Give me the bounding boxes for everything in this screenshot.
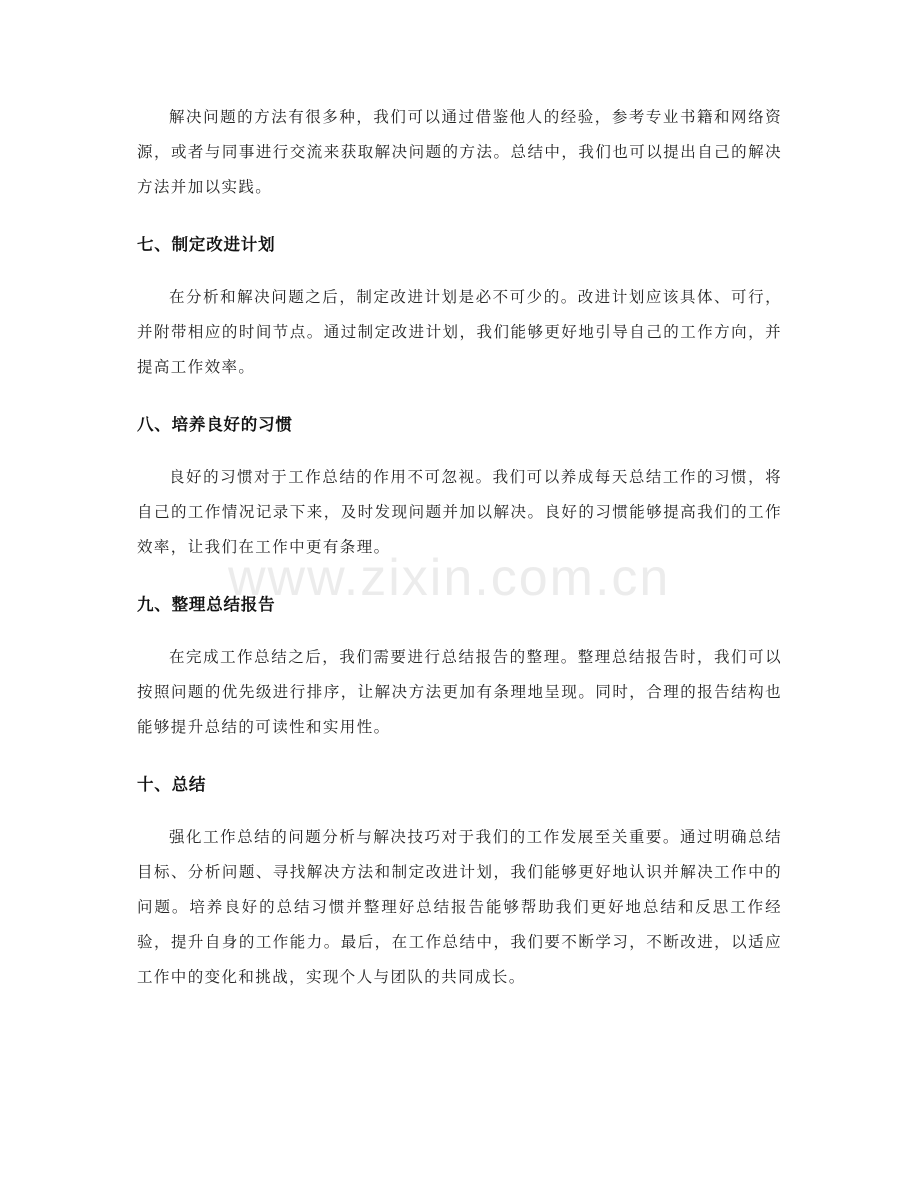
paragraph-summary-report: 在完成工作总结之后，我们需要进行总结报告的整理。整理总结报告时，我们可以按照问题的优先级进行排序，让解决方法更加有条理地呈现。同时，合理的报告结构也能够提升总结的可读性和实用性。 [137, 648, 782, 736]
paragraph-solutions: 解决问题的方法有很多种，我们可以通过借鉴他人的经验，参考专业书籍和网络资源，或者与同事进行交流来获取解决问题的方法。总结中，我们也可以提出自己的解决方法并加以实践。 [137, 108, 782, 196]
document-body [137, 100, 782, 995]
paragraph-conclusion: 强化工作总结的问题分析与解决技巧对于我们的工作发展至关重要。通过明确总结目标、分析问题、寻找解决方法和制定改进计划，我们能够更好地认识并解决工作中的问题。培养良好的总结习惯并整理好总结报告能够帮助我们更好地总结和反思工作经验，提升自身的工作能力。最后，在工作总结中，我们要不断学习，不断改进，以适应工作中的变化和挑战，实现个人与团队的共同成长。 [137, 828, 782, 986]
watermark: www.zixin.com.cn [228, 549, 671, 607]
heading-conclusion: 十、总结 [137, 775, 207, 794]
paragraph-good-habits: 良好的习惯对于工作总结的作用不可忽视。我们可以养成每天总结工作的习惯，将自己的工作情况记录下来，及时发现问题并加以解决。良好的习惯能够提高我们的工作效率，让我们在工作中更有条理。 [137, 468, 782, 556]
heading-improvement-plan: 七、制定改进计划 [137, 235, 276, 254]
paragraph-improvement-plan: 在分析和解决问题之后，制定改进计划是必不可少的。改进计划应该具体、可行，并附带相应的时间节点。通过制定改进计划，我们能够更好地引导自己的工作方向，并提高工作效率。 [137, 288, 782, 376]
heading-summary-report: 九、整理总结报告 [137, 595, 276, 614]
heading-good-habits: 八、培养良好的习惯 [137, 415, 293, 434]
